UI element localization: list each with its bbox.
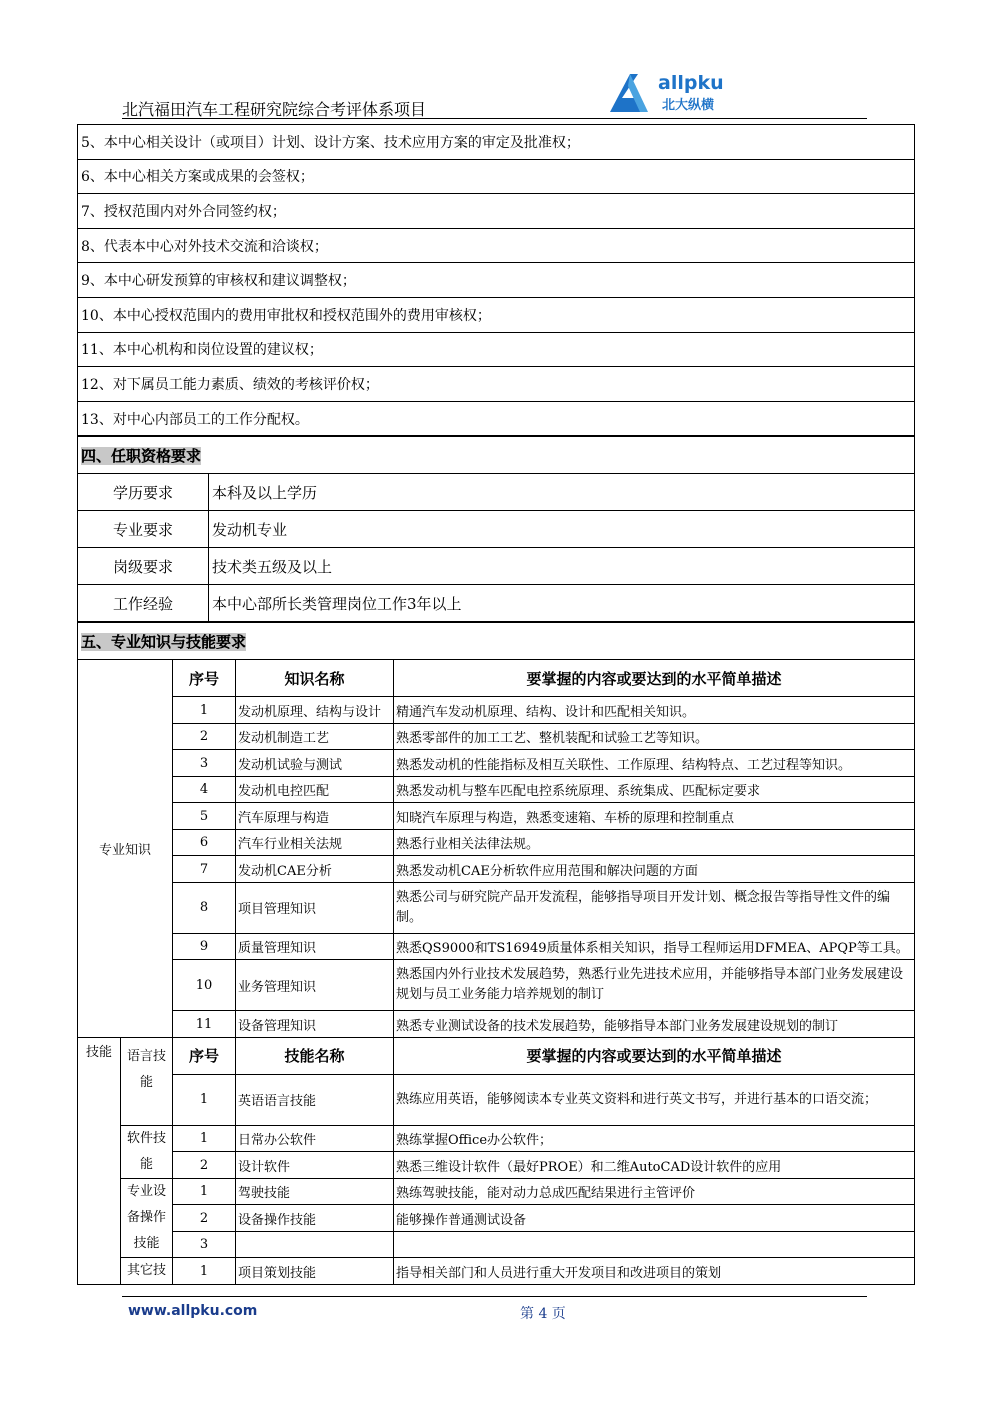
knowledge-row bbox=[78, 829, 915, 856]
knowledge-header-cell: 知识名称 bbox=[236, 660, 394, 697]
knowledge-row bbox=[78, 933, 915, 960]
skill-no: 2 bbox=[173, 1205, 236, 1232]
skill-row bbox=[78, 1125, 915, 1152]
skill-row bbox=[78, 1258, 915, 1285]
rights-text: 12、对下属员工能力素质、绩效的考核评价权； bbox=[78, 367, 915, 402]
knowledge-no: 7 bbox=[173, 856, 236, 883]
knowledge-row bbox=[78, 776, 915, 803]
knowledge-desc: 熟悉行业相关法律法规。 bbox=[394, 829, 915, 856]
rights-text: 11、本中心机构和岗位设置的建议权； bbox=[78, 332, 915, 367]
knowledge-header-cell: 要掌握的内容或要达到的水平简单描述 bbox=[394, 660, 915, 697]
skill-row bbox=[78, 1152, 915, 1179]
skill-no: 1 bbox=[173, 1074, 236, 1125]
qualification-value: 技术类五级及以上 bbox=[209, 548, 915, 585]
skill-row bbox=[78, 1178, 915, 1205]
knowledge-desc: 熟悉零部件的加工工艺、整机装配和试验工艺等知识。 bbox=[394, 723, 915, 750]
knowledge-name: 汽车行业相关法规 bbox=[236, 829, 394, 856]
qualification-label: 岗级要求 bbox=[78, 548, 209, 585]
qualification-row bbox=[78, 474, 915, 511]
knowledge-header-row bbox=[78, 660, 915, 697]
skills-header-cell: 序号 bbox=[173, 1037, 236, 1074]
qualification-row bbox=[78, 585, 915, 622]
knowledge-name: 设备管理知识 bbox=[236, 1011, 394, 1038]
knowledge-row bbox=[78, 1011, 915, 1038]
knowledge-row bbox=[78, 803, 915, 830]
qualification-table bbox=[77, 436, 915, 622]
skill-desc: 熟练驾驶技能，能对动力总成匹配结果进行主管评价 bbox=[394, 1178, 915, 1205]
qualification-label: 专业要求 bbox=[78, 511, 209, 548]
skill-desc: 熟悉三维设计软件（最好PROE）和二维AutoCAD设计软件的应用 bbox=[394, 1152, 915, 1179]
knowledge-no: 10 bbox=[173, 960, 236, 1011]
skill-no: 1 bbox=[173, 1178, 236, 1205]
section5-title: 五、专业知识与技能要求 bbox=[81, 632, 247, 651]
knowledge-desc: 熟悉发动机CAE分析软件应用范围和解决问题的方面 bbox=[394, 856, 915, 883]
skill-desc bbox=[394, 1231, 915, 1258]
knowledge-name: 汽车原理与构造 bbox=[236, 803, 394, 830]
knowledge-desc: 熟悉国内外行业技术发展趋势，熟悉行业先进技术应用，并能够指导本部门业务发展建设规划与员工业务能力培养规划的制订 bbox=[394, 960, 915, 1011]
skill-name: 设备操作技能 bbox=[236, 1205, 394, 1232]
rights-text: 7、授权范围内对外合同签约权； bbox=[78, 194, 915, 229]
knowledge-name: 发动机电控匹配 bbox=[236, 776, 394, 803]
skills-header-row bbox=[78, 1037, 915, 1074]
knowledge-desc: 熟悉公司与研究院产品开发流程，能够指导项目开发计划、概念报告等指导性文件的编制。 bbox=[394, 882, 915, 933]
knowledge-desc: 知晓汽车原理与构造，熟悉变速箱、车桥的原理和控制重点 bbox=[394, 803, 915, 830]
rights-text: 10、本中心授权范围内的费用审批权和授权范围外的费用审核权； bbox=[78, 297, 915, 332]
knowledge-name: 发动机原理、结构与设计 bbox=[236, 697, 394, 724]
knowledge-desc: 熟悉QS9000和TS16949质量体系相关知识，指导工程师运用DFMEA、APQP等工具。 bbox=[394, 933, 915, 960]
rights-row bbox=[78, 332, 915, 367]
skill-name: 设计软件 bbox=[236, 1152, 394, 1179]
skill-no: 2 bbox=[173, 1152, 236, 1179]
knowledge-no: 2 bbox=[173, 723, 236, 750]
footer-url[interactable]: www.allpku.com bbox=[128, 1303, 258, 1319]
rights-row bbox=[78, 194, 915, 229]
skill-desc: 熟练掌握Office办公软件； bbox=[394, 1125, 915, 1152]
qualification-row bbox=[78, 548, 915, 585]
knowledge-row bbox=[78, 882, 915, 933]
footer-rule bbox=[122, 1296, 867, 1297]
skill-group-name: 其它技 bbox=[121, 1258, 173, 1285]
rights-text: 8、代表本中心对外技术交流和洽谈权； bbox=[78, 228, 915, 263]
rights-row bbox=[78, 367, 915, 402]
knowledge-row bbox=[78, 960, 915, 1011]
qualification-value: 发动机专业 bbox=[209, 511, 915, 548]
knowledge-row bbox=[78, 750, 915, 777]
logo-text: allpku bbox=[658, 72, 724, 94]
knowledge-no: 4 bbox=[173, 776, 236, 803]
knowledge-name: 发动机制造工艺 bbox=[236, 723, 394, 750]
rights-text: 6、本中心相关方案或成果的会签权； bbox=[78, 159, 915, 194]
knowledge-no: 9 bbox=[173, 933, 236, 960]
skill-no: 1 bbox=[173, 1258, 236, 1285]
knowledge-desc: 精通汽车发动机原理、结构、设计和匹配相关知识。 bbox=[394, 697, 915, 724]
skill-group-name: 软件技能 bbox=[121, 1125, 173, 1178]
skill-name bbox=[236, 1231, 394, 1258]
knowledge-no: 5 bbox=[173, 803, 236, 830]
knowledge-row bbox=[78, 856, 915, 883]
skills-category: 技能 bbox=[78, 1037, 121, 1285]
knowledge-name: 质量管理知识 bbox=[236, 933, 394, 960]
skill-desc: 指导相关部门和人员进行重大开发项目和改进项目的策划 bbox=[394, 1258, 915, 1285]
skill-group-name: 专业设备操作技能 bbox=[121, 1178, 173, 1258]
section4-title: 四、任职资格要求 bbox=[81, 446, 202, 465]
qualification-label: 工作经验 bbox=[78, 585, 209, 622]
footer-page-number: 第 4 页 bbox=[520, 1306, 566, 1322]
skill-desc: 熟练应用英语，能够阅读本专业英文资料和进行英文书写，并进行基本的口语交流； bbox=[394, 1074, 915, 1125]
knowledge-category: 专业知识 bbox=[78, 660, 173, 1038]
qualification-value: 本中心部所长类管理岗位工作3年以上 bbox=[209, 585, 915, 622]
qualification-value: 本科及以上学历 bbox=[209, 474, 915, 511]
rights-table bbox=[77, 124, 915, 436]
job-description-table bbox=[77, 124, 915, 1285]
knowledge-no: 11 bbox=[173, 1011, 236, 1038]
skill-name: 日常办公软件 bbox=[236, 1125, 394, 1152]
header-title: 北汽福田汽车工程研究院综合考评体系项目 bbox=[122, 100, 427, 119]
logo-subtext: 北大纵横 bbox=[662, 98, 715, 113]
knowledge-no: 1 bbox=[173, 697, 236, 724]
knowledge-name: 业务管理知识 bbox=[236, 960, 394, 1011]
rights-text: 13、对中心内部员工的工作分配权。 bbox=[78, 401, 915, 436]
knowledge-name: 项目管理知识 bbox=[236, 882, 394, 933]
allpku-logo bbox=[608, 70, 738, 114]
rights-row bbox=[78, 125, 915, 160]
skills-header-cell: 技能名称 bbox=[236, 1037, 394, 1074]
knowledge-desc: 熟悉发动机的性能指标及相互关联性、工作原理、结构特点、工艺过程等知识。 bbox=[394, 750, 915, 777]
rights-row bbox=[78, 228, 915, 263]
rights-row bbox=[78, 401, 915, 436]
skill-group-name: 语言技能 bbox=[121, 1037, 173, 1125]
knowledge-desc: 熟悉专业测试设备的技术发展趋势，能够指导本部门业务发展建设规划的制订 bbox=[394, 1011, 915, 1038]
knowledge-row bbox=[78, 723, 915, 750]
skill-name: 英语语言技能 bbox=[236, 1074, 394, 1125]
skill-name: 项目策划技能 bbox=[236, 1258, 394, 1285]
qualification-row bbox=[78, 511, 915, 548]
skill-row bbox=[78, 1074, 915, 1125]
rights-text: 5、本中心相关设计（或项目）计划、设计方案、技术应用方案的审定及批准权； bbox=[78, 125, 915, 160]
skill-row bbox=[78, 1205, 915, 1232]
knowledge-no: 3 bbox=[173, 750, 236, 777]
rights-row bbox=[78, 263, 915, 298]
rights-text: 9、本中心研发预算的审核权和建议调整权； bbox=[78, 263, 915, 298]
knowledge-no: 8 bbox=[173, 882, 236, 933]
knowledge-no: 6 bbox=[173, 829, 236, 856]
qualification-label: 学历要求 bbox=[78, 474, 209, 511]
rights-row bbox=[78, 297, 915, 332]
knowledge-row bbox=[78, 697, 915, 724]
knowledge-table bbox=[77, 622, 915, 1285]
skill-no: 1 bbox=[173, 1125, 236, 1152]
skill-name: 驾驶技能 bbox=[236, 1178, 394, 1205]
knowledge-header-cell: 序号 bbox=[173, 660, 236, 697]
knowledge-desc: 熟悉发动机与整车匹配电控系统原理、系统集成、匹配标定要求 bbox=[394, 776, 915, 803]
header-rule bbox=[122, 118, 867, 119]
skill-desc: 能够操作普通测试设备 bbox=[394, 1205, 915, 1232]
knowledge-name: 发动机试验与测试 bbox=[236, 750, 394, 777]
rights-row bbox=[78, 159, 915, 194]
knowledge-name: 发动机CAE分析 bbox=[236, 856, 394, 883]
skills-header-cell: 要掌握的内容或要达到的水平简单描述 bbox=[394, 1037, 915, 1074]
skill-row bbox=[78, 1231, 915, 1258]
skill-no: 3 bbox=[173, 1231, 236, 1258]
